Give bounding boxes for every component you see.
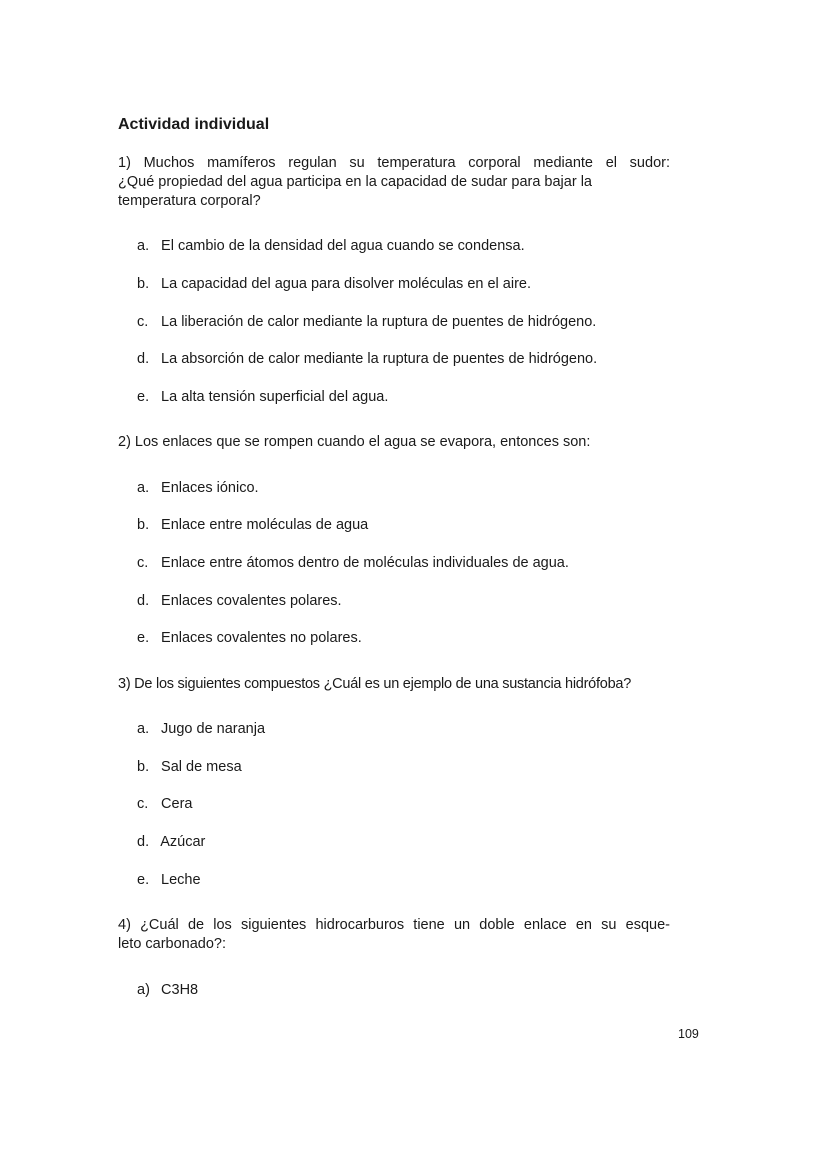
option-letter: e. [137,389,150,405]
question-1-option-c [137,313,596,332]
question-4-option-a [137,981,198,1000]
question-1 [118,154,670,211]
question-3-option-e [137,871,201,890]
question-3-option-a [137,720,265,739]
option-text: La alta tensión superficial del agua. [161,389,389,405]
option-letter: a. [137,480,150,496]
option-text: El cambio de la densidad del agua cuando se condensa. [161,238,525,254]
option-letter: b. [137,276,150,292]
option-text: Enlaces iónico. [161,480,259,496]
option-text: Cera [161,796,193,812]
option-letter: e. [137,872,150,888]
option-text: La liberación de calor mediante la ruptura de puentes de hidrógeno. [161,314,597,330]
page-number: 109 [678,1027,699,1041]
option-letter: c. [137,555,149,571]
option-text: C3H8 [161,982,199,998]
question-4 [118,916,670,954]
option-letter: d. [137,834,150,850]
option-letter: b. [137,759,150,775]
activity-title: Actividad individual [118,116,270,133]
question-2-option-b [137,516,368,535]
option-letter: a) [137,982,150,998]
option-text: Sal de mesa [161,759,242,775]
question-2-option-d [137,592,342,611]
option-text: Enlace entre moléculas de agua [161,517,369,533]
option-text: Azúcar [160,834,206,850]
option-letter: d. [137,593,150,609]
question-1-option-d [137,350,597,369]
question-2: 2) Los enlaces que se rompen cuando el agua se evapora, entonces son: [118,434,591,450]
question-1-line-2: ¿Qué propiedad del agua participa en la capacidad de sudar para bajar la [118,174,592,190]
option-text: La absorción de calor mediante la ruptura de puentes de hidrógeno. [161,351,598,367]
option-letter: d. [137,351,150,367]
option-letter: e. [137,630,150,646]
question-3-option-b [137,758,242,777]
question-1-line-3: temperatura corporal? [118,193,261,209]
question-2-option-a [137,479,259,498]
question-3-option-c [137,795,192,814]
option-letter: b. [137,517,150,533]
option-text: La capacidad del agua para disolver moléculas en el aire. [161,276,532,292]
question-1-option-b [137,275,531,294]
question-1-option-e [137,388,388,407]
question-4-line-1: 4) ¿Cuál de los siguientes hidrocarburos tiene un doble enlace en su esque- [118,917,670,933]
question-4-line-2: leto carbonado?: [118,936,227,952]
option-text: Enlace entre átomos dentro de moléculas individuales de agua. [161,555,569,571]
option-text: Leche [161,872,201,888]
option-text: Enlaces covalentes no polares. [161,630,362,646]
option-text: Jugo de naranja [161,721,266,737]
option-letter: c. [137,314,149,330]
question-2-option-c [137,554,569,573]
option-text: Enlaces covalentes polares. [161,593,342,609]
option-letter: a. [137,238,150,254]
question-3: 3) De los siguientes compuestos ¿Cuál es un ejemplo de una sustancia hidrófoba? [118,676,632,692]
option-letter: c. [137,796,149,812]
question-3-option-d [137,833,205,852]
question-1-line-1: 1) Muchos mamíferos regulan su temperatura corporal mediante el sudor: [118,155,670,171]
question-1-option-a [137,237,525,256]
question-2-option-e [137,629,362,648]
option-letter: a. [137,721,150,737]
